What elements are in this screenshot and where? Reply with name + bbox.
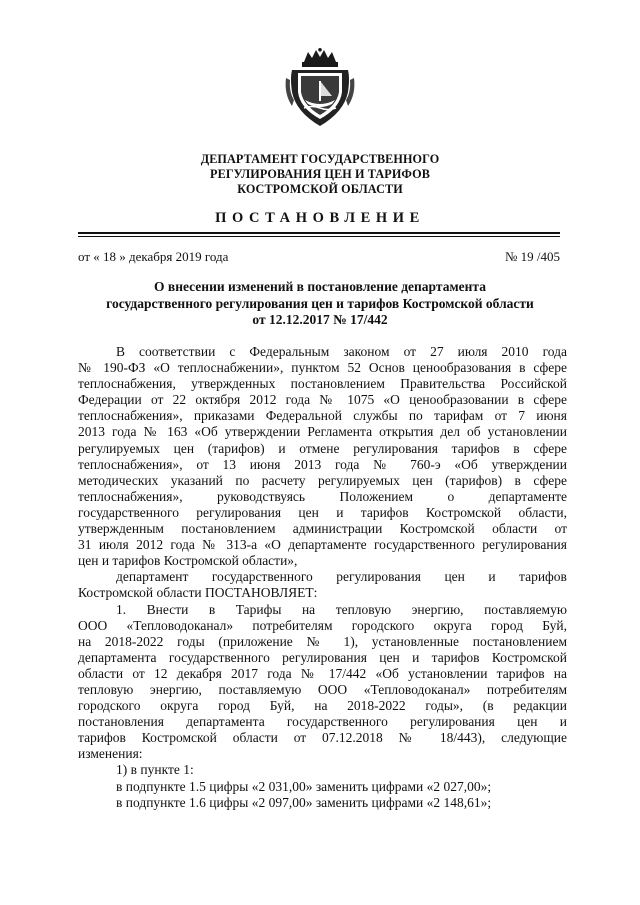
body-line: теплоснабжения», приказами Федеральной службы по тарифам от 7 июня <box>78 408 567 424</box>
department-line: ДЕПАРТАМЕНТ ГОСУДАРСТВЕННОГО <box>200 152 440 166</box>
word: поставляемую <box>484 601 567 617</box>
header-rule-thin <box>78 236 560 237</box>
department-line: КОСТРОМСКОЙ ОБЛАСТИ <box>237 182 403 196</box>
subject-line: государственного регулирования цен и тарифов Костромской области <box>106 295 534 311</box>
department-line: РЕГУЛИРОВАНИЯ ЦЕН И ТАРИФОВ <box>210 167 430 181</box>
header-rule-thick <box>78 232 560 234</box>
body-line: цен и тарифов Костромской области», <box>78 553 298 569</box>
word: тепловую <box>335 601 392 617</box>
word: о <box>447 488 455 504</box>
word: регулирования <box>336 569 421 585</box>
body-line: 2013 года № 163 «Об утверждении Регламента открытия дел об установлении <box>78 424 567 440</box>
department-name <box>0 152 640 197</box>
document-date: от « 18 » декабря 2019 года <box>78 249 229 264</box>
word: 1. <box>116 601 127 617</box>
body-line: В соответствии с Федеральным законом от 27 июля 2010 года <box>116 344 567 359</box>
word: в <box>208 601 216 617</box>
item1-line: департамента государственного регулирования цен и тарифов Костромской <box>78 649 567 665</box>
body-line: теплоснабжения, утвержденных постановлением Правительства Российской <box>78 376 567 392</box>
crown-boat-emblem-icon <box>282 48 358 130</box>
item1-line: ООО «Тепловодоканал» потребителям городского округа город Буй, <box>78 617 567 633</box>
word: тарифов <box>519 569 567 585</box>
word: государственного <box>211 569 313 585</box>
document-number: № 19 /405 <box>504 249 560 264</box>
item1-line-spread <box>78 602 567 618</box>
resolve-line-spread <box>78 569 567 585</box>
word: энергию, <box>411 601 464 617</box>
body-line: государственного регулирования цен и тарифов Костромской области, <box>78 504 567 520</box>
item1-line: тепловую энергию, поставляемую ООО «Тепловодоканал» потребителям <box>78 681 567 697</box>
resolve-line: Костромской области ПОСТАНОВЛЯЕТ: <box>78 585 318 601</box>
kostroma-coat-of-arms-emblem <box>282 48 358 130</box>
word: руководствуясь <box>217 488 306 504</box>
subject-line: от 12.12.2017 № 17/442 <box>252 312 388 328</box>
item1-line: области от 12 декабря 2017 года № 17/442 «Об установлении тарифов на <box>78 665 567 681</box>
document-subject <box>60 279 580 329</box>
subject-line: О внесении изменений в постановление департамента <box>154 279 486 294</box>
item1-line: на 2018-2022 годы (приложение № 1), установленные постановлением <box>78 633 567 649</box>
word: департаменте <box>488 488 567 504</box>
word: Положением <box>339 488 414 504</box>
word: и <box>488 569 496 585</box>
word: на <box>301 601 316 617</box>
body-line: регулируемых цен (тарифов) и отмене регулирования тарифов в сфере <box>78 440 567 456</box>
word: Тарифы <box>235 601 282 617</box>
item1-line: тарифов Костромской области от 07.12.2018 № 18/443), следующие <box>78 730 567 746</box>
item1-line: городского округа город Буй, на 2018-2022 годы», (в редакции <box>78 698 567 714</box>
body-line: утвержденным постановлением администрации Костромской области от <box>78 521 567 537</box>
word: департамент <box>116 569 189 585</box>
body-line-spread <box>78 489 567 505</box>
word: Внести <box>146 601 189 617</box>
word: цен <box>444 569 465 585</box>
document-kind-title: ПОСТАНОВЛЕНИЕ <box>215 210 425 226</box>
body-line: № 190-ФЗ «О теплоснабжении», пунктом 52 Основ ценообразования в сфере <box>78 360 567 376</box>
body-line: Федерации от 22 октября 2012 года № 1075 «О ценообразовании в сфере <box>78 392 567 408</box>
item1-line: изменения: <box>78 746 143 762</box>
body-line: 31 июля 2012 года № 313-а «О департаменте государственного регулирования <box>78 537 567 553</box>
body-line: методических указаний по расчету регулируемых цен (тарифов) в сфере <box>78 472 567 488</box>
word: теплоснабжения», <box>78 488 183 504</box>
body-line: теплоснабжения», от 13 июня 2013 года № 760-э «Об утверждении <box>78 456 567 472</box>
subitem-title: 1) в пункте 1: <box>116 762 194 778</box>
subitem-line: в подпункте 1.5 цифры «2 031,00» заменить цифрами «2 027,00»; <box>116 778 492 794</box>
subitem-line: в подпункте 1.6 цифры «2 097,00» заменить цифрами «2 148,61»; <box>116 794 492 810</box>
document-body <box>78 344 567 811</box>
item1-line: постановления департамента государственного регулирования цен и <box>78 714 567 730</box>
